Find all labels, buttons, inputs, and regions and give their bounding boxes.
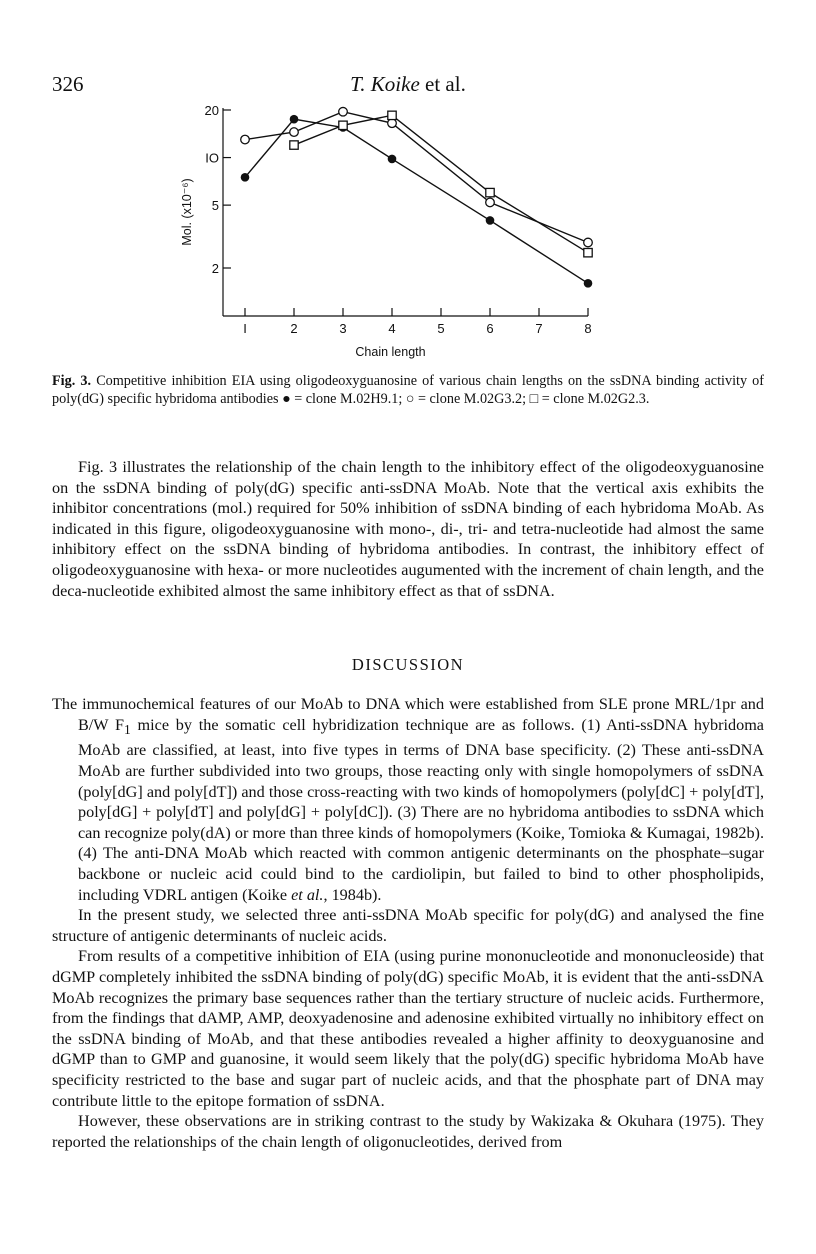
paragraph-part: The immunochemical features of our MoAb to DNA which were established from SLE prone MRL/1pr and B/W F — [52, 695, 764, 734]
data-point-filled-circle — [388, 155, 397, 164]
x-tick-label: 6 — [486, 321, 494, 336]
paragraph-part: mice by the somatic cell hybridization technique are as follows. (1) Anti-ssDNA hybridoma MoAb are classified, at least, into five types in terms of DNA base specificity. (2) These anti-ssDNA MoAb are further subdivided into two groups, those reacting only with single homopolymers of ssDNA (poly[dG] and poly[dT]) and those cross-reacting with two kinds of homopolymers (poly[dC] + poly[dT], poly[dG] + poly[dT] and poly[dG] + poly[dC]). (3) There are no hybridoma antibodies to ssDNA which can recognize poly(dA) or more than three kinds of homopolymers (Koike, Tomioka & Kumagai, 1982b). (4) The anti-DNA MoAb which reacted with common antigenic determinants on the phosphate–sugar backbone or nucleic acid could bind to the cardiolipin, but failed to bind to other phospholipids, including VDRL antigen (Koike — [78, 715, 764, 904]
inhibition-chart — [0, 0, 816, 370]
data-point-open-square — [290, 141, 298, 149]
data-point-open-square — [339, 121, 347, 129]
data-point-open-circle — [241, 135, 250, 144]
x-tick-label: 8 — [584, 321, 592, 336]
data-point-open-circle — [486, 198, 495, 207]
paragraph: From results of a competitive inhibition of EIA (using purine mononucleotide and mononucleoside) that dGMP completely inhibited the ssDNA binding of poly(dG) specific MoAb, it is evident that the anti-ssDNA MoAb recognizes the primary base sequences rather than the tertiary structure of nucleic acids. Furthermore, from the findings that dAMP, AMP, deoxyadenosine and adenosine exhibited virtually no inhibitory effect on the ssDNA binding of MoAb, and that these antibodies revealed a higher affinity to deoxyguanosine and dGMP than to GMP and guanosine, it would seem likely that the poly(dG) specific hybridoma MoAb have specificity restricted to the base and sugar part of nucleic acids, and that the phosphate part of DNA may contribute little to the epitope formation of ssDNA. — [52, 947, 764, 1110]
paragraph-part: , 1984b). — [323, 885, 382, 904]
x-tick-label: 2 — [290, 321, 298, 336]
x-tick-label: 7 — [535, 321, 543, 336]
series-line — [294, 115, 588, 252]
figure-caption — [52, 372, 764, 408]
y-tick-label: 20 — [204, 103, 219, 118]
data-point-open-square — [486, 188, 494, 196]
caption-label: Fig. 3. — [52, 373, 92, 389]
data-point-open-square — [388, 111, 396, 119]
caption-text: Competitive inhibition EIA using oligodeoxyguanosine of various chain lengths on the ssDNA binding activity of poly(dG) specific hybridoma antibodies ● = clone M.02H9.1; ○ = clone M.02G3.2; □ = clone M.02G2.3. — [52, 373, 765, 407]
discussion-text — [52, 694, 764, 1152]
section-heading: DISCUSSION — [351, 655, 465, 674]
data-point-filled-circle — [486, 216, 495, 225]
y-tick-label: IO — [205, 150, 219, 166]
paragraph-part: et al. — [291, 885, 324, 904]
paragraph: Fig. 3 illustrates the relationship of the chain length to the inhibitory effect of the oligodeoxyguanosine on the ssDNA binding of poly(dG) specific anti-ssDNA MoAb. Note that the vertical axis exhibits the inhibitor concentrations (mol.) required for 50% inhibition of ssDNA binding of each hybridoma MoAb. As indicated in this figure, oligodeoxyguanosine with mono-, di-, tri- and tetra-nucleotide had almost the same inhibitory effect on the ssDNA binding of hybridoma antibodies. In contrast, the inhibitory effect of oligodeoxyguanosine with hexa- or more nucleotides augumented with the increment of chain length, and the deca-nucleotide exhibited almost the same inhibitory effect as that of ssDNA. — [52, 458, 764, 600]
data-point-open-circle — [584, 238, 593, 247]
data-point-open-circle — [339, 107, 348, 116]
x-axis-label: Chain length — [355, 345, 426, 359]
y-tick-label: 2 — [211, 261, 219, 276]
results-text — [52, 457, 764, 601]
paragraph: However, these observations are in striking contrast to the study by Wakizaka & Okuhara (1975). They reported the relationships of the chain length of oligonucleotides, derived from — [52, 1112, 764, 1151]
data-point-filled-circle — [241, 173, 250, 182]
y-axis-label: Mol. (x10⁻⁶) — [180, 178, 194, 246]
x-tick-label: I — [243, 321, 247, 336]
x-tick-label: 3 — [339, 321, 347, 336]
running-head-authors: T. Koike — [350, 72, 420, 96]
subscript: 1 — [124, 721, 131, 737]
page-number: 326 — [52, 72, 84, 96]
data-point-open-square — [584, 248, 592, 256]
paragraph: In the present study, we selected three anti-ssDNA MoAb specific for poly(dG) and analysed the fine structure of antigenic determinants of nucleic acids. — [52, 906, 764, 945]
data-point-filled-circle — [584, 279, 593, 288]
y-tick-label: 5 — [211, 198, 219, 214]
x-tick-label: 4 — [388, 321, 396, 336]
x-tick-label: 5 — [437, 321, 445, 336]
running-head-suffix: et al. — [419, 72, 466, 96]
paragraph — [52, 694, 764, 905]
data-point-open-circle — [290, 128, 299, 137]
data-point-filled-circle — [290, 115, 299, 124]
